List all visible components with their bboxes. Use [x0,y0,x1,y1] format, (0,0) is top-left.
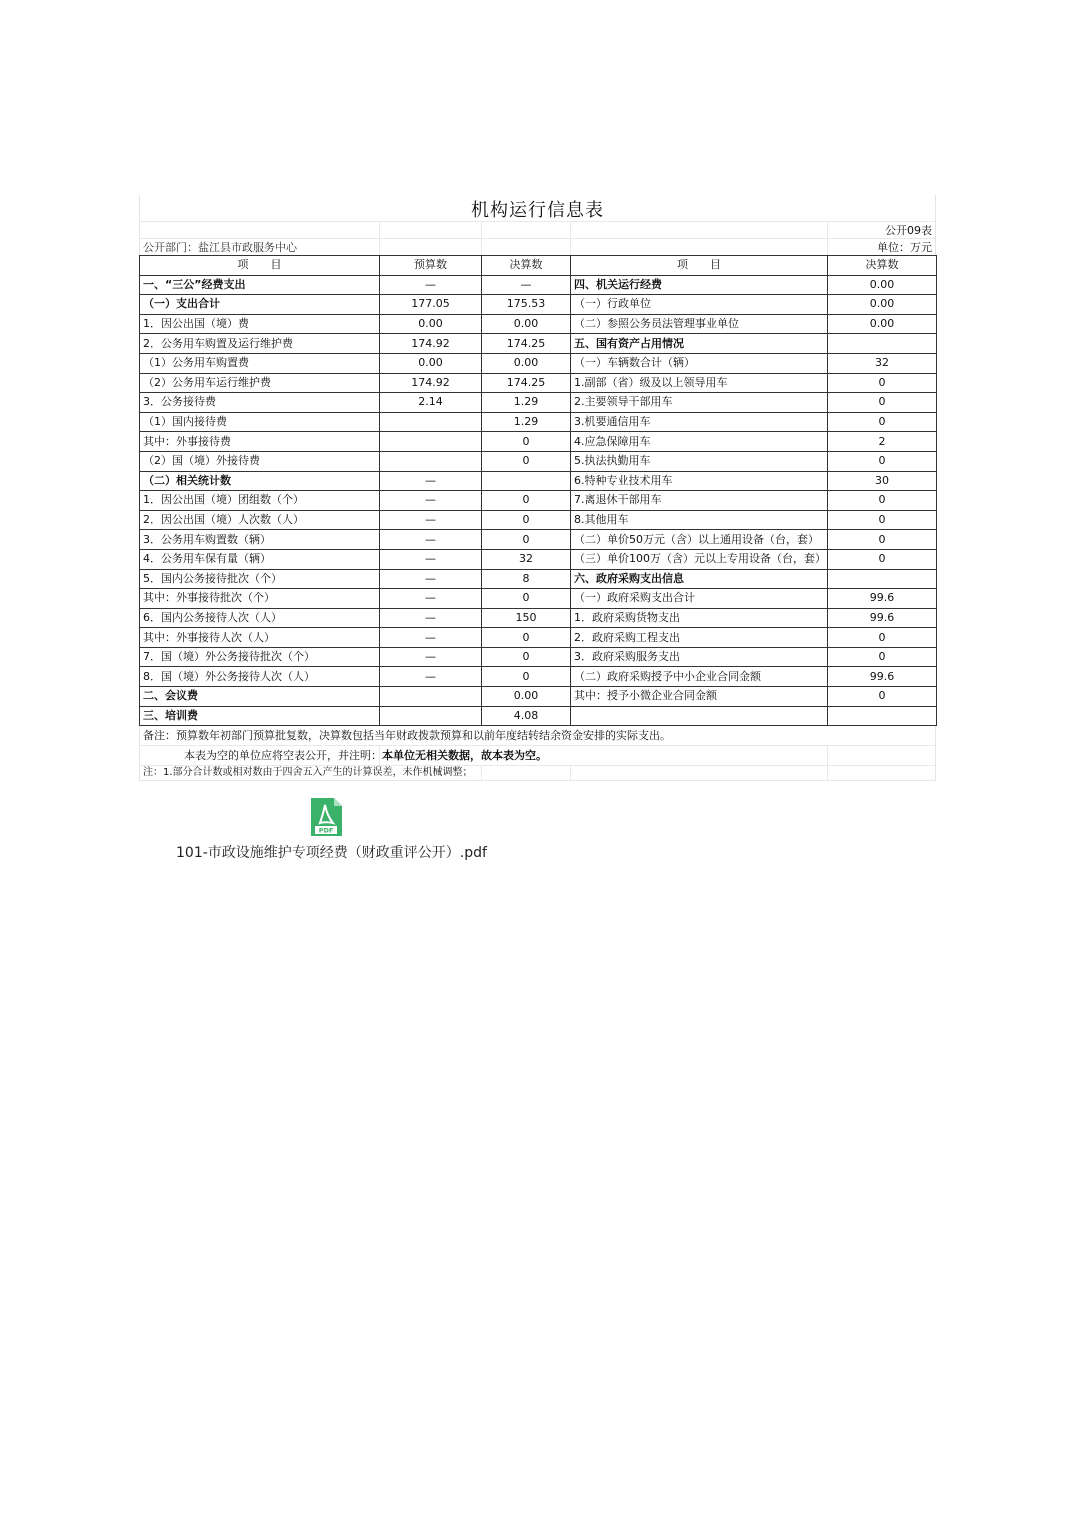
table-row [140,353,937,373]
budget-value: — [380,608,482,628]
row-label: 1．因公出国（境）团组数（个） [140,491,380,511]
budget-value [380,451,482,471]
final-value: 0 [482,491,571,511]
right-value: 0 [828,647,937,667]
right-value [828,334,937,354]
right-label: （二）参照公务员法管理事业单位 [571,314,828,334]
budget-value: — [380,569,482,589]
budget-value: — [380,667,482,687]
budget-value: — [380,628,482,648]
right-label: 四、机关运行经费 [571,275,828,295]
final-value: 174.25 [482,334,571,354]
right-label: 1.副部（省）级及以上领导用车 [571,373,828,393]
table-row [140,451,937,471]
row-label: 6．国内公务接待人次（人） [140,608,380,628]
right-value: 32 [828,353,937,373]
budget-value [380,706,482,726]
remark-row [139,726,936,746]
table-row [140,510,937,530]
final-value: 0 [482,530,571,550]
table-row [140,530,937,550]
table-row [140,314,937,334]
right-label: （三）单价100万（含）元以上专用设备（台，套） [571,549,828,569]
table-row [140,549,937,569]
row-label: 8．国（境）外公务接待人次（人） [140,667,380,687]
attachment-filename[interactable]: 101-市政设施维护专项经费（财政重评公开）.pdf [176,845,487,861]
right-value: 99.6 [828,608,937,628]
budget-value: — [380,530,482,550]
right-label: 五、国有资产占用情况 [571,334,828,354]
row-label: 三、培训费 [140,706,380,726]
header-final: 决算数 [482,256,571,276]
right-label: 7.离退休干部用车 [571,491,828,511]
right-label: （一）车辆数合计（辆） [571,353,828,373]
final-value: 174.25 [482,373,571,393]
right-label: 8.其他用车 [571,510,828,530]
right-value: 99.6 [828,589,937,609]
right-label: （一）政府采购支出合计 [571,589,828,609]
form-number: 公开09表 [885,224,932,237]
table-row [140,491,937,511]
final-value: 1.29 [482,393,571,413]
row-label: （1）公务用车购置费 [140,353,380,373]
row-label: 5．国内公务接待批次（个） [140,569,380,589]
empty-note-prefix: 本表为空的单位应将空表公开，并注明： [184,749,382,763]
pdf-file-icon[interactable] [309,797,343,837]
right-value: 0 [828,491,937,511]
right-label: 其中：授予小微企业合同金额 [571,687,828,707]
budget-value [380,412,482,432]
final-value: 0 [482,510,571,530]
right-label: （二）政府采购授予中小企业合同金额 [571,667,828,687]
final-value: 4.08 [482,706,571,726]
rounding-note: 注：1.部分合计数或相对数由于四舍五入产生的计算误差，未作机械调整； [143,767,473,779]
right-value: 2 [828,432,937,452]
right-label: 3.机要通信用车 [571,412,828,432]
budget-value: — [380,275,482,295]
row-label: 1．因公出国（境）费 [140,314,380,334]
budget-value: — [380,647,482,667]
pdf-icon-label: PDF [318,826,334,835]
budget-value [380,687,482,707]
row-label: （1）国内接待费 [140,412,380,432]
right-value: 0 [828,510,937,530]
final-value: 0 [482,667,571,687]
title-row [139,195,936,221]
right-label: 4.应急保障用车 [571,432,828,452]
right-label: （一）行政单位 [571,295,828,315]
empty-table-note [184,746,547,765]
empty-note-bold: 本单位无相关数据，故本表为空。 [382,749,547,763]
header-budget: 预算数 [380,256,482,276]
row-label: 二、会议费 [140,687,380,707]
final-value: 8 [482,569,571,589]
final-value: 175.53 [482,295,571,315]
right-label: 2．政府采购工程支出 [571,628,828,648]
final-value: 0.00 [482,353,571,373]
budget-value: 174.92 [380,373,482,393]
header-final-right: 决算数 [828,256,937,276]
header-row [140,256,937,276]
row-label: （一）支出合计 [140,295,380,315]
unit-label: 单位：万元 [877,241,932,254]
right-value: 0 [828,412,937,432]
right-value: 0 [828,687,937,707]
right-value: 0 [828,393,937,413]
table-row [140,569,937,589]
table-row [140,628,937,648]
budget-value: 174.92 [380,334,482,354]
form-number-row [139,221,936,238]
table-row [140,295,937,315]
final-value: 0 [482,451,571,471]
row-label: 4．公务用车保有量（辆） [140,549,380,569]
right-value: 0 [828,628,937,648]
right-label: 3．政府采购服务支出 [571,647,828,667]
row-label: 7．国（境）外公务接待批次（个） [140,647,380,667]
budget-value: 2.14 [380,393,482,413]
right-value: 0 [828,373,937,393]
final-value: 0.00 [482,314,571,334]
final-value: 0 [482,432,571,452]
budget-value [380,432,482,452]
table-row [140,334,937,354]
header-item-right: 项 目 [571,256,828,276]
final-value: 32 [482,549,571,569]
empty-table-note-row [139,746,936,766]
table-row [140,706,937,726]
row-label: 其中：外事接待批次（个） [140,589,380,609]
table-row [140,687,937,707]
table-row [140,275,937,295]
budget-value: — [380,491,482,511]
table-row [140,589,937,609]
right-label: 6.特种专业技术用车 [571,471,828,491]
right-value: 0 [828,530,937,550]
row-label: （2）公务用车运行维护费 [140,373,380,393]
final-value: — [482,275,571,295]
table-title: 机构运行信息表 [471,200,604,221]
table-row [140,412,937,432]
table-row [140,373,937,393]
budget-value: — [380,589,482,609]
right-value: 0 [828,549,937,569]
right-value: 0.00 [828,314,937,334]
right-value: 99.6 [828,667,937,687]
final-value: 0 [482,647,571,667]
final-value: 0 [482,628,571,648]
right-label [571,706,828,726]
table-row [140,608,937,628]
right-label: 1．政府采购货物支出 [571,608,828,628]
right-value: 0 [828,451,937,471]
table-row [140,432,937,452]
final-value [482,471,571,491]
info-sheet [139,195,936,781]
right-label: 2.主要领导干部用车 [571,393,828,413]
row-label: （二）相关统计数 [140,471,380,491]
row-label: 其中：外事接待人次（人） [140,628,380,648]
row-label: 一、“三公”经费支出 [140,275,380,295]
right-value [828,569,937,589]
remark-text: 备注：预算数年初部门预算批复数，决算数包括当年财政拨款预算和以前年度结转结余资金安排的实际支出。 [143,729,671,743]
table-row [140,647,937,667]
budget-value: 0.00 [380,314,482,334]
right-label: （二）单价50万元（含）以上通用设备（台，套） [571,530,828,550]
dept-unit-row [139,238,936,255]
header-item: 项 目 [140,256,380,276]
rounding-note-row [139,766,936,781]
row-label: 2．因公出国（境）人次数（人） [140,510,380,530]
final-value: 1.29 [482,412,571,432]
budget-value: 0.00 [380,353,482,373]
row-label: 2．公务用车购置及运行维护费 [140,334,380,354]
table-row [140,393,937,413]
right-value: 0.00 [828,295,937,315]
department-name: 公开部门：盐江县市政服务中心 [143,241,297,254]
final-value: 0 [482,589,571,609]
row-label: 3．公务接待费 [140,393,380,413]
budget-value: — [380,510,482,530]
budget-value: — [380,471,482,491]
row-label: 3．公务用车购置数（辆） [140,530,380,550]
right-value [828,706,937,726]
final-value: 0.00 [482,687,571,707]
final-value: 150 [482,608,571,628]
right-value: 0.00 [828,275,937,295]
table-row [140,471,937,491]
data-table [139,255,937,726]
budget-value: — [380,549,482,569]
right-label: 5.执法执勤用车 [571,451,828,471]
row-label: （2）国（境）外接待费 [140,451,380,471]
right-value: 30 [828,471,937,491]
right-label: 六、政府采购支出信息 [571,569,828,589]
row-label: 其中：外事接待费 [140,432,380,452]
table-row [140,667,937,687]
budget-value: 177.05 [380,295,482,315]
